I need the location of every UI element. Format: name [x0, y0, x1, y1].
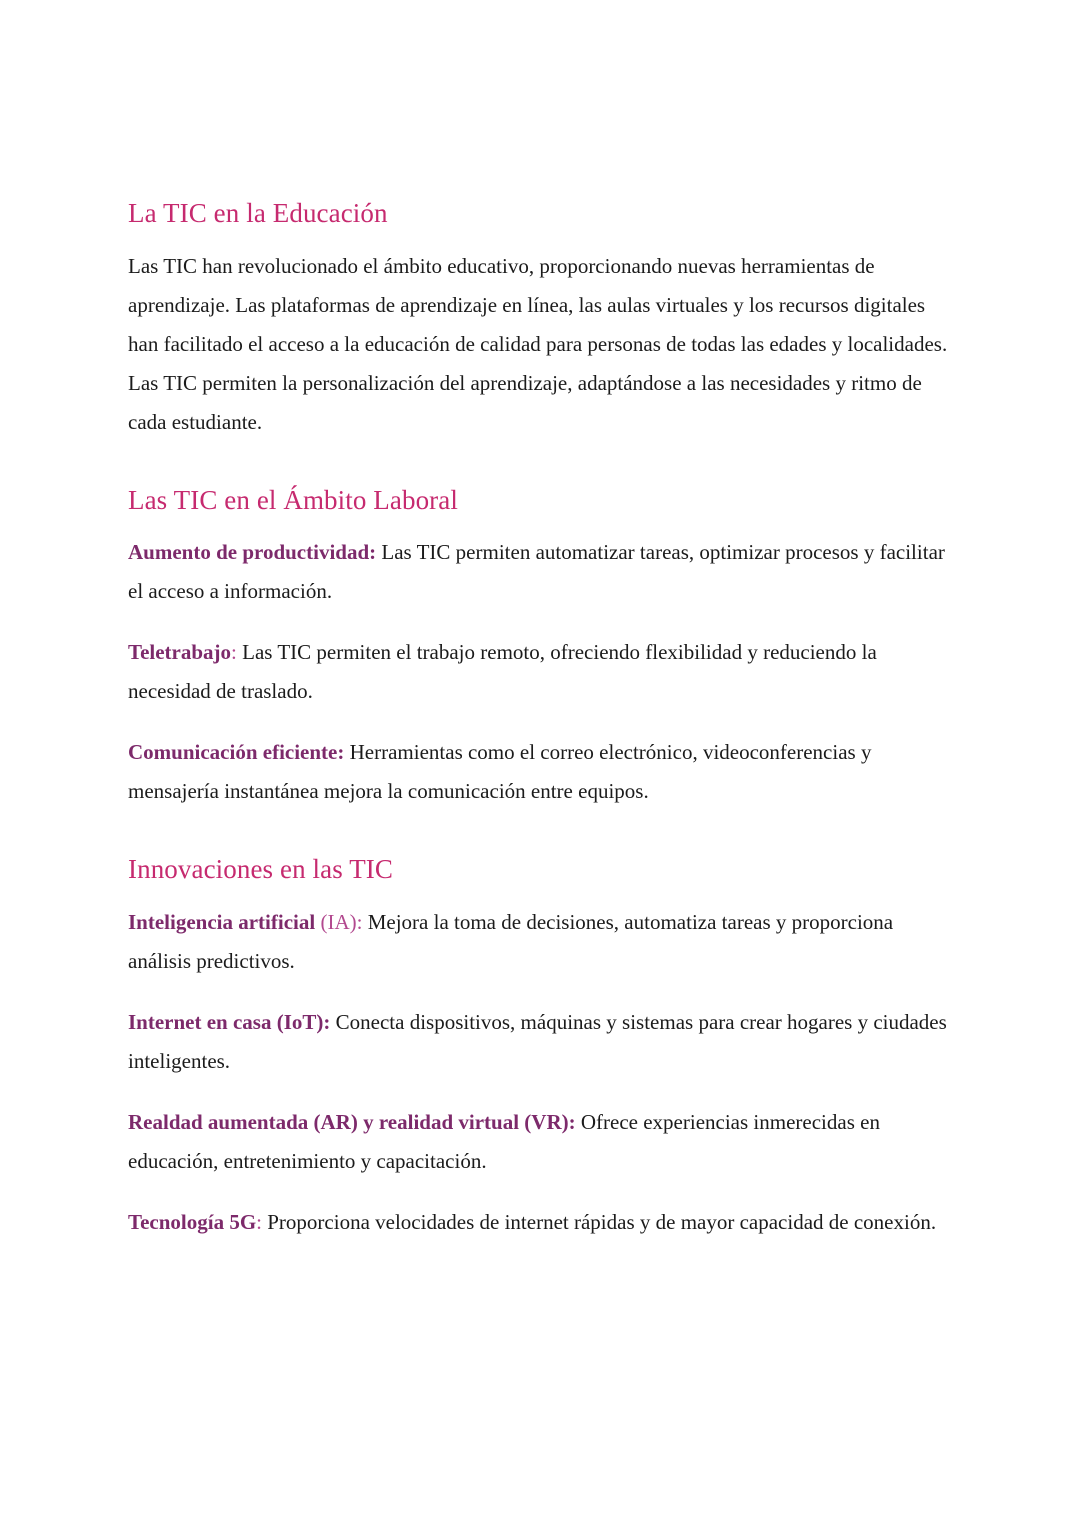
lead-colon: :	[369, 540, 377, 565]
section-heading-educacion: La TIC en la Educación	[128, 198, 388, 228]
lead-colon: :	[356, 909, 363, 934]
lead-colon: :	[568, 1109, 576, 1134]
list-item-teletrabajo	[128, 633, 953, 711]
list-item-text: Proporciona velocidades de internet rápidas y de mayor capacidad de conexión.	[262, 1209, 937, 1234]
lead-label: Tecnología 5G	[128, 1209, 257, 1234]
list-item-text: Conecta dispositivos, máquinas y sistemas para crear hogares y ciudades inteligentes.	[128, 1009, 947, 1073]
document-content	[128, 196, 953, 1242]
list-item-text: Herramientas como el correo electrónico, videoconferencias y mensajería instantánea mejora la comunicación entre equipos.	[128, 740, 872, 804]
list-item-comunicacion-eficiente	[128, 733, 953, 811]
lead-colon: :	[231, 640, 237, 665]
list-item-realidad-aumentada	[128, 1103, 953, 1181]
list-item-text: Las TIC permiten automatizar tareas, optimizar procesos y facilitar el acceso a información.	[128, 540, 945, 604]
list-item-text: Mejora la toma de decisiones, automatiza tareas y proporciona análisis predictivos.	[128, 909, 894, 973]
list-item-internet-en-casa	[128, 1003, 953, 1081]
lead-colon: :	[323, 1009, 331, 1034]
list-item-text: Las TIC permiten el trabajo remoto, ofreciendo flexibilidad y reduciendo la necesidad de traslado.	[128, 640, 877, 704]
list-item-aumento-productividad	[128, 533, 953, 611]
lead-abbr: (IA)	[315, 909, 357, 934]
section-heading-innovaciones: Innovaciones en las TIC	[128, 854, 393, 885]
lead-label: Aumento de productividad	[128, 540, 370, 565]
lead-label: Comunicación eficiente	[128, 740, 338, 765]
lead-label: Internet en casa (IoT)	[128, 1009, 324, 1034]
lead-label: Teletrabajo	[128, 640, 232, 665]
lead-colon: :	[337, 740, 345, 765]
list-item-text: Ofrece experiencias inmerecidas en educación, entretenimiento y capacitación.	[128, 1109, 880, 1173]
lead-label: Realdad aumentada (AR) y realidad virtual (VR)	[128, 1109, 569, 1134]
lead-colon: :	[256, 1209, 262, 1234]
list-item-inteligencia-artificial	[128, 903, 953, 981]
section-heading-ambito-laboral: Las TIC en el Ámbito Laboral	[128, 484, 458, 515]
list-item-tecnologia-5g	[128, 1203, 953, 1242]
lead-label: Inteligencia artificial	[128, 909, 316, 934]
paragraph-educacion: Las TIC han revolucionado el ámbito educativo, proporcionando nuevas herramientas de aprendizaje. Las plataformas de aprendizaje en línea, las aulas virtuales y los recursos digitales han facilitado el acceso a la educación de calidad para personas de todas las edades y localidades. Las TIC permiten la personalización del aprendizaje, adaptándose a las necesidades y ritmo de cada estudiante.	[128, 253, 948, 434]
